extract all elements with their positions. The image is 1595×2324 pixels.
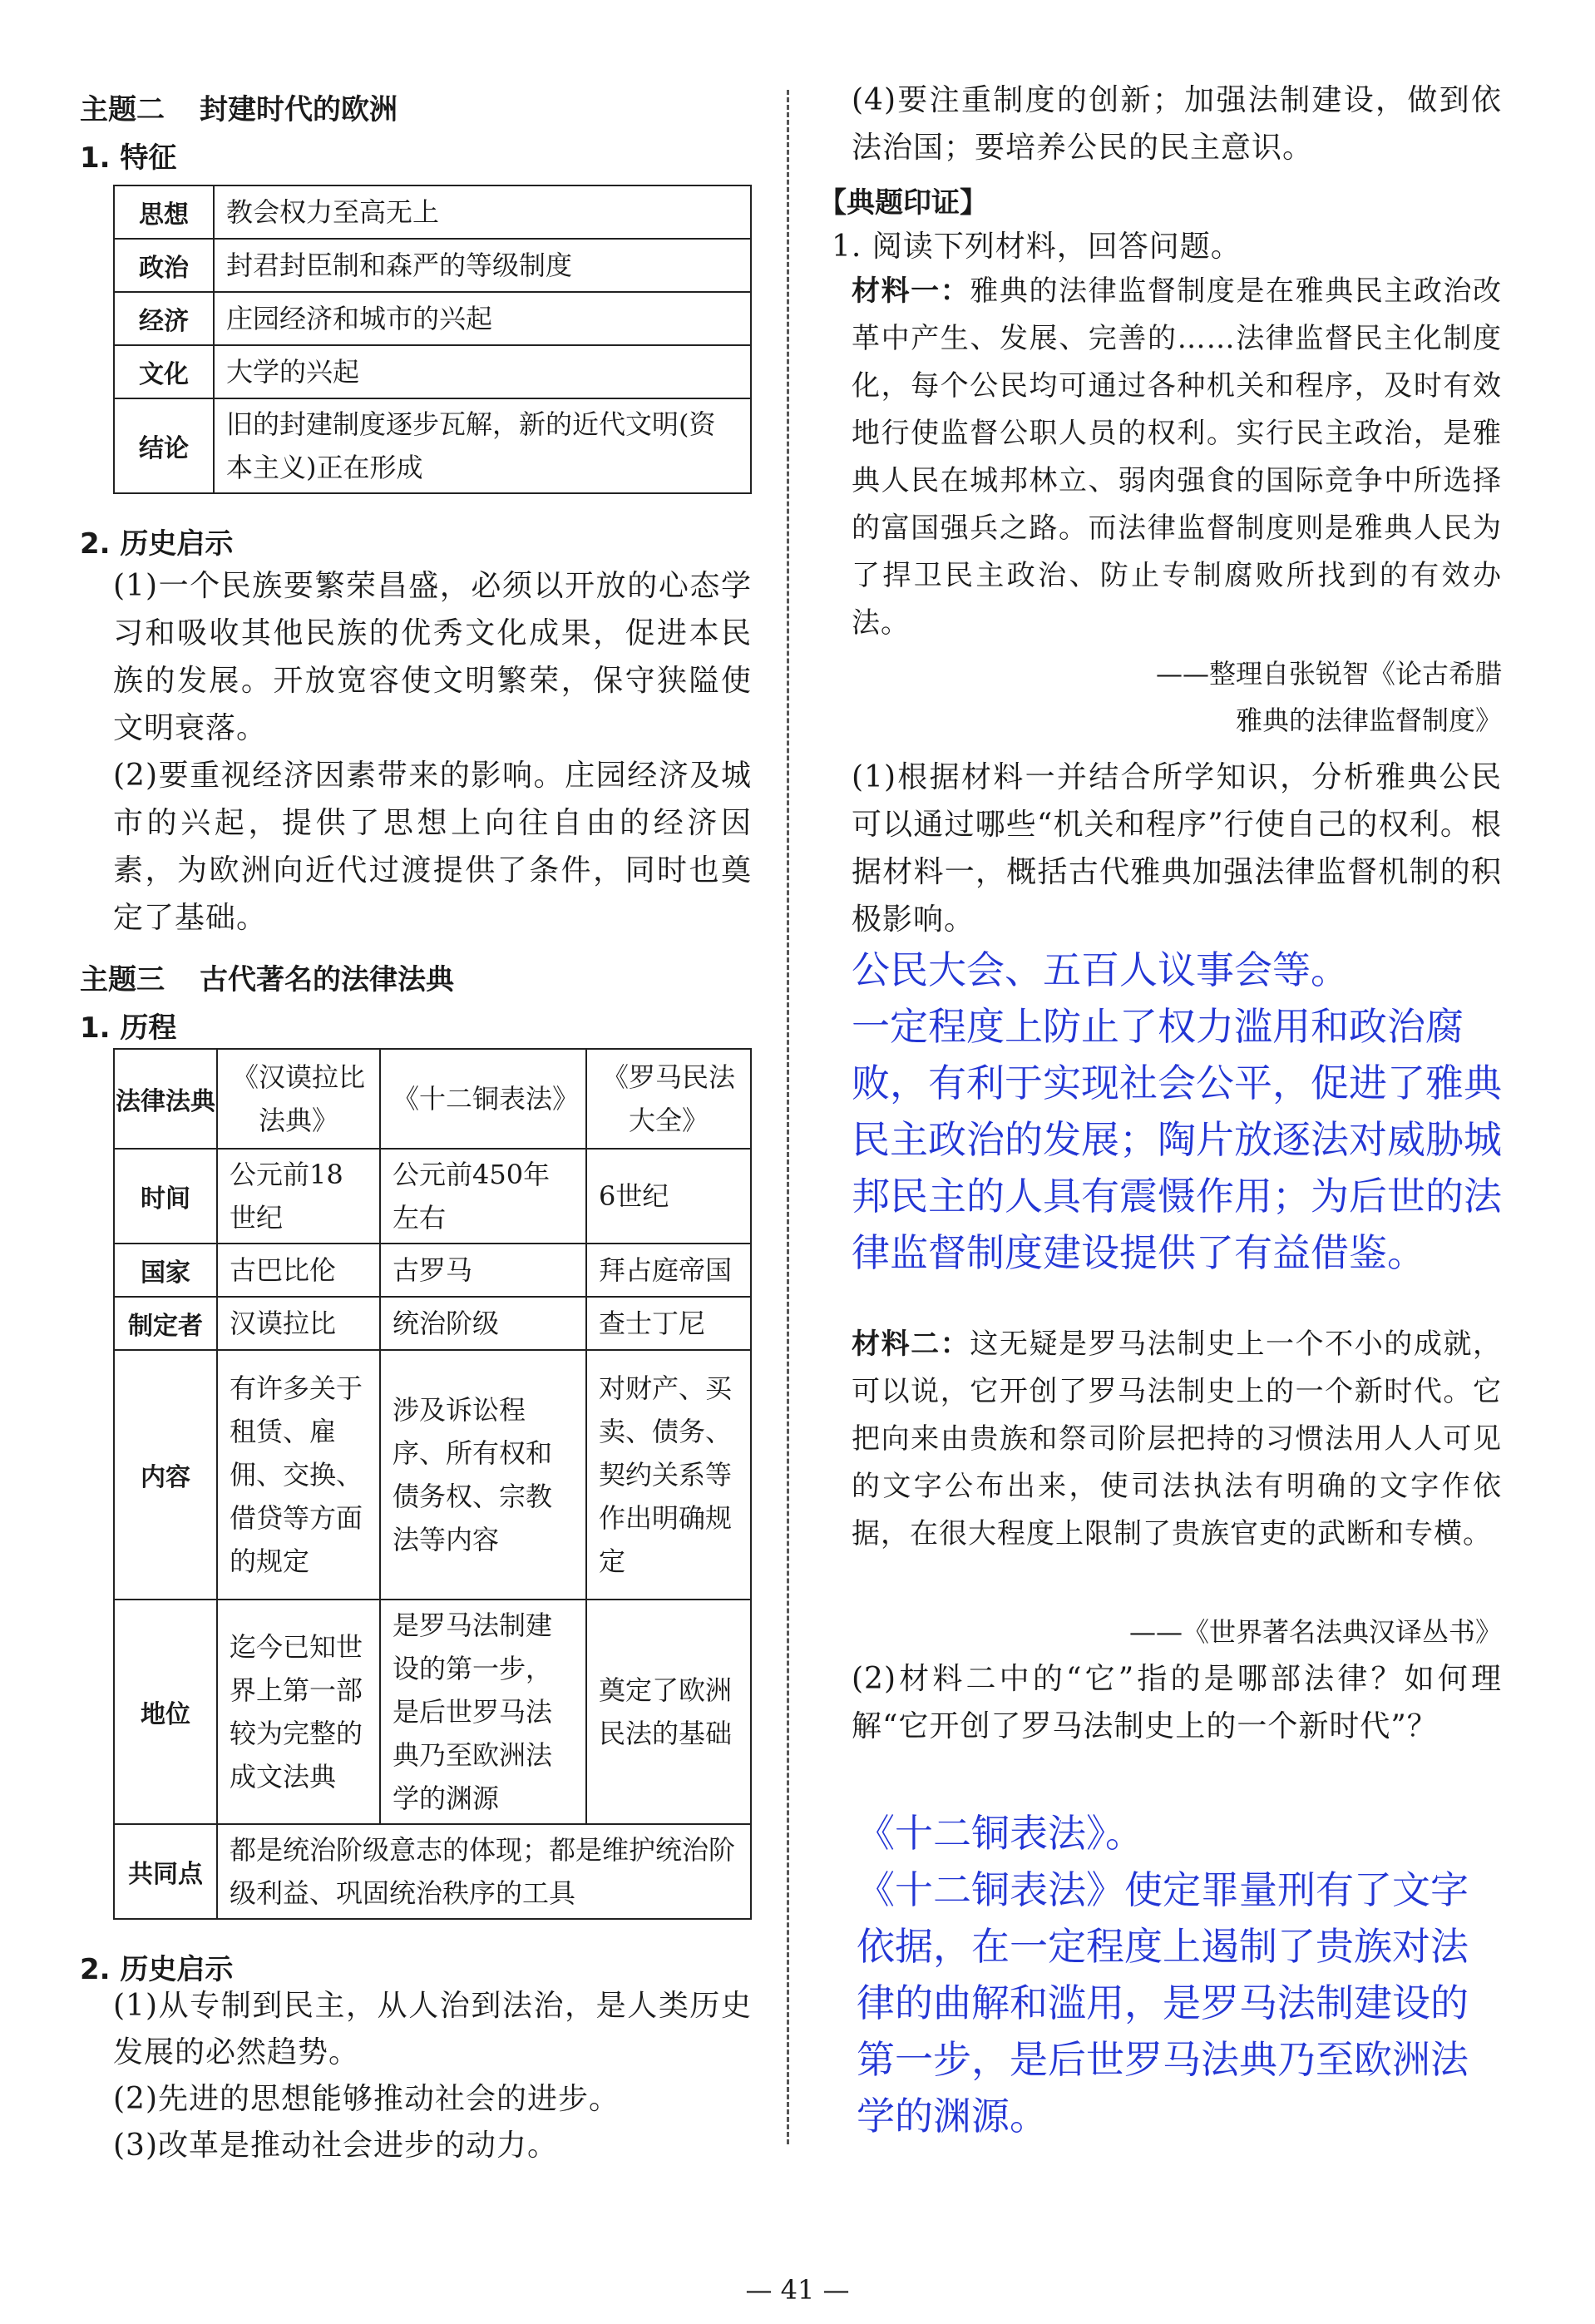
row-value-cell: 拜占庭帝国 bbox=[586, 1244, 751, 1297]
question-1: (1)根据材料一并结合所学知识，分析雅典公民可以通过哪些“机关和程序”行使自己的权利。根据材料一，概括古代雅典加强法律监督机制的积极影响。 bbox=[852, 760, 1502, 937]
table-row bbox=[114, 1149, 751, 1244]
topic3-name: 古代著名的法律法典 bbox=[200, 963, 454, 996]
feature-row bbox=[114, 185, 751, 239]
feature-label: 经济 bbox=[114, 292, 214, 345]
table-header-row bbox=[114, 1049, 751, 1149]
process-heading: 1. 历程 bbox=[80, 1011, 177, 1045]
feature-row bbox=[114, 239, 751, 292]
topic2-heading bbox=[80, 87, 398, 127]
material-2-source: ——《世界著名法典汉译丛书》 bbox=[1128, 1616, 1502, 1648]
topic3-insights bbox=[113, 1983, 752, 2169]
row-value-cell: 公元前18世纪 bbox=[217, 1149, 380, 1244]
feudal-features-table bbox=[113, 185, 752, 494]
answer-2-line-1: 《十二铜表法》。 bbox=[857, 1811, 1143, 1856]
feature-value: 封君封臣制和森严的等级制度 bbox=[214, 239, 751, 292]
topic3-title: 主题三 bbox=[80, 963, 165, 996]
row-value-cell: 统治阶级 bbox=[380, 1297, 586, 1350]
feature-value: 教会权力至高无上 bbox=[214, 185, 751, 239]
answer-1-line-2: 一定程度上防止了权力滥用和政治腐败，有利于实现社会公平，促进了雅典民主政治的发展；陶片放逐法对威胁城邦民主的人具有震慑作用；为后世的法律监督制度建设提供了有益借鉴。 bbox=[852, 1004, 1502, 1275]
feature-value: 旧的封建制度逐步瓦解，新的近代文明(资本主义)正在形成 bbox=[214, 398, 751, 493]
row-label-cell: 地位 bbox=[114, 1600, 217, 1824]
row-label-cell: 国家 bbox=[114, 1244, 217, 1297]
row-value-cell: 对财产、买卖、债务、契约关系等作出明确规定 bbox=[586, 1350, 751, 1600]
row-label-cell: 内容 bbox=[114, 1350, 217, 1600]
page-number: — 41 — bbox=[745, 2274, 850, 2306]
topic3-insight-3: (3)改革是推动社会进步的动力。 bbox=[113, 2129, 558, 2163]
corner-cell: 法律法典 bbox=[114, 1049, 217, 1149]
feature-label: 思想 bbox=[114, 185, 214, 239]
section-heading: 【典题印证】 bbox=[818, 186, 988, 220]
common-row bbox=[114, 1824, 751, 1919]
feature-row bbox=[114, 345, 751, 398]
material-1-text: 雅典的法律监督制度是在雅典民主政治改革中产生、发展、完善的……法律监督民主化制度化，每个公民均可通过各种机关和程序，及时有效地行使监督公职人员的权利。实行民主政治，是雅典人民在城邦林立、弱肉强食的国际竞争中所选择的富国强兵之路。而法律监督制度则是雅典人民为了捍卫民主政治、防止专制腐败所找到的有效办法。 bbox=[852, 274, 1503, 640]
row-value-cell: 古巴比伦 bbox=[217, 1244, 380, 1297]
code-name-cell: 《汉谟拉比法典》 bbox=[217, 1049, 380, 1149]
answer-2 bbox=[857, 1805, 1502, 2144]
answer-1-line-1: 公民大会、五百人议事会等。 bbox=[852, 947, 1349, 992]
code-name-cell: 《十二铜表法》 bbox=[380, 1049, 586, 1149]
topic3-insight-1: (1)从专制到民主，从人治到法治，是人类历史发展的必然趋势。 bbox=[113, 1989, 752, 2069]
material-2-label: 材料二： bbox=[852, 1328, 970, 1361]
table-row bbox=[114, 1244, 751, 1297]
material-1-source-line-2: 雅典的法律监督制度》 bbox=[1235, 705, 1502, 736]
material-1 bbox=[852, 268, 1502, 647]
topic2-insights bbox=[113, 562, 752, 942]
insight-2: (2)要重视经济因素带来的影响。庄园经济及城市的兴起，提供了思想上向往自由的经济因素，为欧洲向近代过渡提供了条件，同时也奠定了基础。 bbox=[113, 759, 752, 935]
feature-value: 大学的兴起 bbox=[214, 345, 751, 398]
material-1-source-line-1: ——整理自张锐智《论古希腊 bbox=[1155, 658, 1502, 690]
row-label-cell: 制定者 bbox=[114, 1297, 217, 1350]
table-row bbox=[114, 1350, 751, 1600]
material-2-text: 这无疑是罗马法制史上一个不小的成就，可以说，它开创了罗马法制史上的一个新时代。它把向来由贵族和祭司阶层把持的习惯法用人人可见的文字公布出来，使司法执法有明确的文字作依据，在很大程度上限制了贵族官吏的武断和专横。 bbox=[852, 1328, 1503, 1550]
table-row bbox=[114, 1297, 751, 1350]
insight-1: (1)一个民族要繁荣昌盛，必须以开放的心态学习和吸收其他民族的优秀文化成果，促进本民族的发展。开放宽容使文明繁荣，保守狭隘使文明衰落。 bbox=[113, 569, 752, 745]
insights-heading-3: 2. 历史启示 bbox=[80, 1953, 234, 1986]
row-value-cell: 6世纪 bbox=[586, 1149, 751, 1244]
law-codes-table bbox=[113, 1048, 752, 1920]
feature-label: 结论 bbox=[114, 398, 214, 493]
code-name-cell: 《罗马民法大全》 bbox=[586, 1049, 751, 1149]
row-value-cell: 有许多关于租赁、雇佣、交换、借贷等方面的规定 bbox=[217, 1350, 380, 1600]
topic2-name: 封建时代的欧洲 bbox=[200, 93, 398, 126]
feature-row bbox=[114, 398, 751, 493]
answer-1 bbox=[852, 942, 1502, 1281]
common-value-cell: 都是统治阶级意志的体现；都是维护统治阶级利益、巩固统治秩序的工具 bbox=[217, 1824, 751, 1919]
feature-label: 政治 bbox=[114, 239, 214, 292]
row-value-cell: 公元前450年左右 bbox=[380, 1149, 586, 1244]
topic3-insight-2: (2)先进的思想能够推动社会的进步。 bbox=[113, 2082, 620, 2116]
row-value-cell: 古罗马 bbox=[380, 1244, 586, 1297]
feature-row bbox=[114, 292, 751, 345]
material-2 bbox=[852, 1321, 1502, 1558]
row-value-cell: 奠定了欧洲民法的基础 bbox=[586, 1600, 751, 1824]
answer-2-line-2: 《十二铜表法》使定罪量刑有了文字依据，在一定程度上遏制了贵族对法律的曲解和滥用，是罗马法制建设的第一步，是后世罗马法典乃至欧洲法学的渊源。 bbox=[857, 1867, 1469, 2139]
feature-label: 文化 bbox=[114, 345, 214, 398]
row-value-cell: 查士丁尼 bbox=[586, 1297, 751, 1350]
question-intro: 1. 阅读下列材料，回答问题。 bbox=[832, 230, 1242, 264]
row-label-cell: 时间 bbox=[114, 1149, 217, 1244]
question-2: (2)材料二中的“它”指的是哪部法律？如何理解“它开创了罗马法制史上的一个新时代”？ bbox=[852, 1662, 1502, 1743]
common-label-cell: 共同点 bbox=[114, 1824, 217, 1919]
feature-value: 庄园经济和城市的兴起 bbox=[214, 292, 751, 345]
features-heading: 1. 特征 bbox=[80, 141, 177, 175]
topic3-heading bbox=[80, 957, 454, 997]
column-divider bbox=[787, 90, 789, 2144]
insight-4: (4)要注重制度的创新；加强法制建设，做到依法治国；要培养公民的民主意识。 bbox=[852, 83, 1502, 165]
row-value-cell: 涉及诉讼程序、所有权和债务权、宗教法等内容 bbox=[380, 1350, 586, 1600]
topic2-title: 主题二 bbox=[80, 93, 165, 126]
row-value-cell: 迄今已知世界上第一部较为完整的成文法典 bbox=[217, 1600, 380, 1824]
material-1-source bbox=[1156, 650, 1502, 744]
insights-heading-2: 2. 历史启示 bbox=[80, 527, 234, 561]
row-value-cell: 是罗马法制建设的第一步，是后世罗马法典乃至欧洲法学的渊源 bbox=[380, 1600, 586, 1824]
row-value-cell: 汉谟拉比 bbox=[217, 1297, 380, 1350]
material-1-label: 材料一： bbox=[852, 274, 970, 308]
table-row bbox=[114, 1600, 751, 1824]
